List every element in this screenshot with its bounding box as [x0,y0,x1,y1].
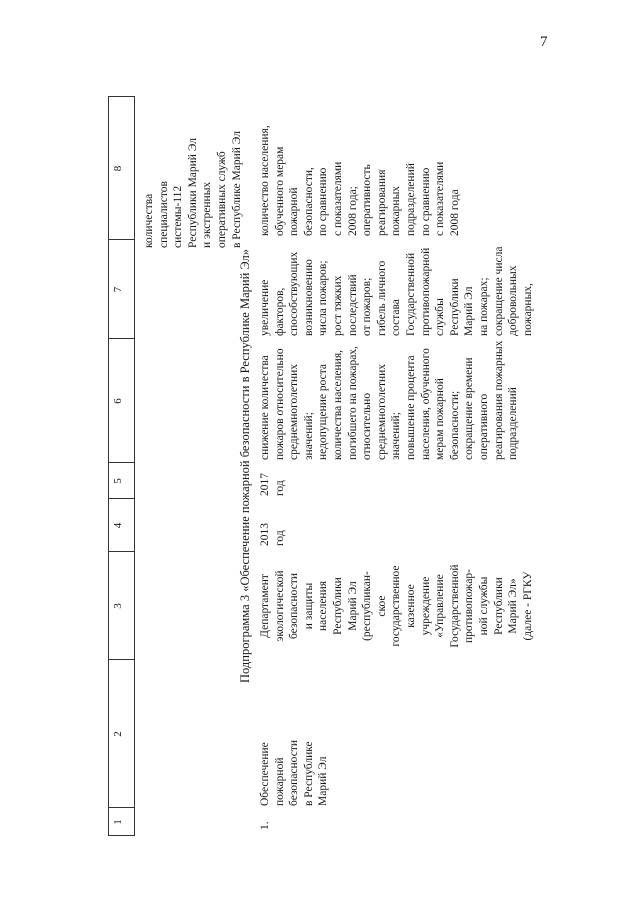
expected-result-line: пожаров относительно [273,348,286,460]
indicator-link-line: по сравнению [419,167,432,236]
rotated-table-page [108,96,540,836]
measure-name [258,666,331,806]
executor-line: противопожар- [463,568,476,644]
header-col-8: 8 [112,165,124,172]
expected-result-line: недопущение роста [317,363,330,460]
executor-line: (республикан- [361,571,374,641]
start-year [258,502,287,546]
consequences-line: добровольных [507,265,520,336]
expected-result-line: погибшего на пожарах, [346,346,359,460]
indicator-link-line: количество населения, [259,125,271,236]
expected-result-line: повышение процента [404,355,417,460]
expected-result-line: значений; [302,412,315,460]
executor-line: Государственной [448,564,461,648]
consequences-line: противопожарной [419,247,432,336]
header-col-1: 1 [112,819,124,825]
indicator-link-line: с показателями [331,161,344,236]
indicator-link [258,98,462,236]
executor-line: и защиты [302,582,315,630]
indicator-link-line: безопасности, [302,167,315,236]
header-col-7: 7 [112,286,124,293]
header-col-2: 2 [112,731,124,737]
expected-result-line: подразделений [507,387,520,460]
col8-line: системы-112 [172,185,185,248]
consequences-line: способствующих [288,251,301,336]
start-year-line: год [273,530,286,546]
indicator-link-line: с показателями [434,161,447,236]
consequences-line: последствий [346,274,359,336]
indicator-link-line: обученного мерам [273,146,286,236]
measure-name-line: Обеспечение [259,742,271,806]
expected-result-line: реагирования пожарных [492,340,505,460]
header-top-border [108,96,109,836]
consequences [258,241,535,336]
executor-line: «Управление [434,574,447,638]
consequences-line: Государственной [404,252,417,336]
consequences-line: Республики [448,278,461,336]
executor-line: Марий Эл [346,581,359,631]
header-col-6: 6 [112,398,124,404]
col8-line: специалистов [157,181,170,248]
executor-line: казенное [404,584,417,628]
expected-result-line: снижение количества [259,355,271,460]
executor-line: ной службы [477,576,490,636]
expected-result-line: относительно [361,392,374,460]
indicator-link-line: 2008 года; [346,186,359,236]
expected-result-line: среднемноголетних [288,363,301,460]
consequences-line: состава [390,299,403,336]
consequences-line: от пожаров; [361,277,374,336]
expected-result [258,340,521,460]
indicator-link-line: пожарных [390,185,403,236]
consequences-line: сокращение числа [492,246,505,336]
end-year-line: год [273,480,286,496]
expected-result-line: значений; [390,412,403,460]
executor-line: экологической [273,570,286,642]
expected-result-line: безопасности; [448,390,461,460]
col8-line: и экстренных [201,181,214,248]
end-year [258,464,287,496]
expected-result-line: количества населения, [331,350,344,460]
start-year-line: 2013 [259,523,271,546]
expected-result-line: мерам пожарной [434,378,447,460]
consequences-line: числа пожаров; [317,260,330,336]
indicator-link-line: по сравнению [317,167,330,236]
executor [258,554,535,658]
indicator-link-line: оперативность [361,164,374,236]
consequences-line: гибель личного [375,260,388,336]
executor-line: государственное [390,565,403,647]
measure-name-line: пожарной [273,757,286,806]
measure-name-line: безопасности [288,739,301,806]
col8-continuation [142,98,244,248]
col8-line: Республики Марий Эл [186,137,199,248]
executor-line: Республики [331,577,344,635]
header-col-5: 5 [112,478,124,484]
consequences-line: факторов, [273,287,286,336]
col8-line: количества [143,193,155,248]
executor-line: населения [317,580,330,632]
header-col-3: 3 [112,603,124,609]
consequences-line: службы [434,298,447,336]
page-number: 7 [540,34,548,50]
col8-line: в Республике Марий Эл [230,131,243,248]
indicator-link-line: пожарной [288,187,301,236]
consequences-line: увеличение [259,279,271,336]
executor-line: (далее - РГКУ [521,571,534,641]
header-col-4: 4 [112,522,124,529]
expected-result-line: населения, обученного [419,348,432,460]
executor-line: учреждение [419,576,432,636]
consequences-line: Марий Эл [463,286,476,336]
indicator-link-line: 2008 года [448,189,461,236]
executor-line: Марий Эл» [507,578,520,634]
measure-name-line: в Республике [302,741,315,806]
consequences-line: рост тяжких [331,275,344,336]
header-bottom-border [134,96,135,836]
consequences-line: пожарных, [521,283,534,336]
consequences-line: возникновению [302,259,315,336]
executor-line: Республики [492,577,505,635]
indicator-link-line: реагирования [375,169,388,236]
consequences-line: на пожарах; [477,277,490,336]
expected-result-line: среднемноголетних [375,363,388,460]
measure-name-line: Марий Эл [317,756,330,806]
executor-line: Департамент [259,574,271,638]
executor-line: безопасности [288,573,301,640]
indicator-link-line: подразделений [404,163,417,236]
expected-result-line: сокращение времени [463,357,476,460]
end-year-line: 2017 [259,473,271,496]
row-number: 1. [259,821,271,830]
subprogram-title: Подпрограмма 3 «Обеспечение пожарной безопасности в Республике Марий Эл» [238,249,252,683]
executor-line: ское [375,595,388,617]
col8-line: оперативных служб [215,151,228,248]
expected-result-line: оперативного [477,393,490,460]
